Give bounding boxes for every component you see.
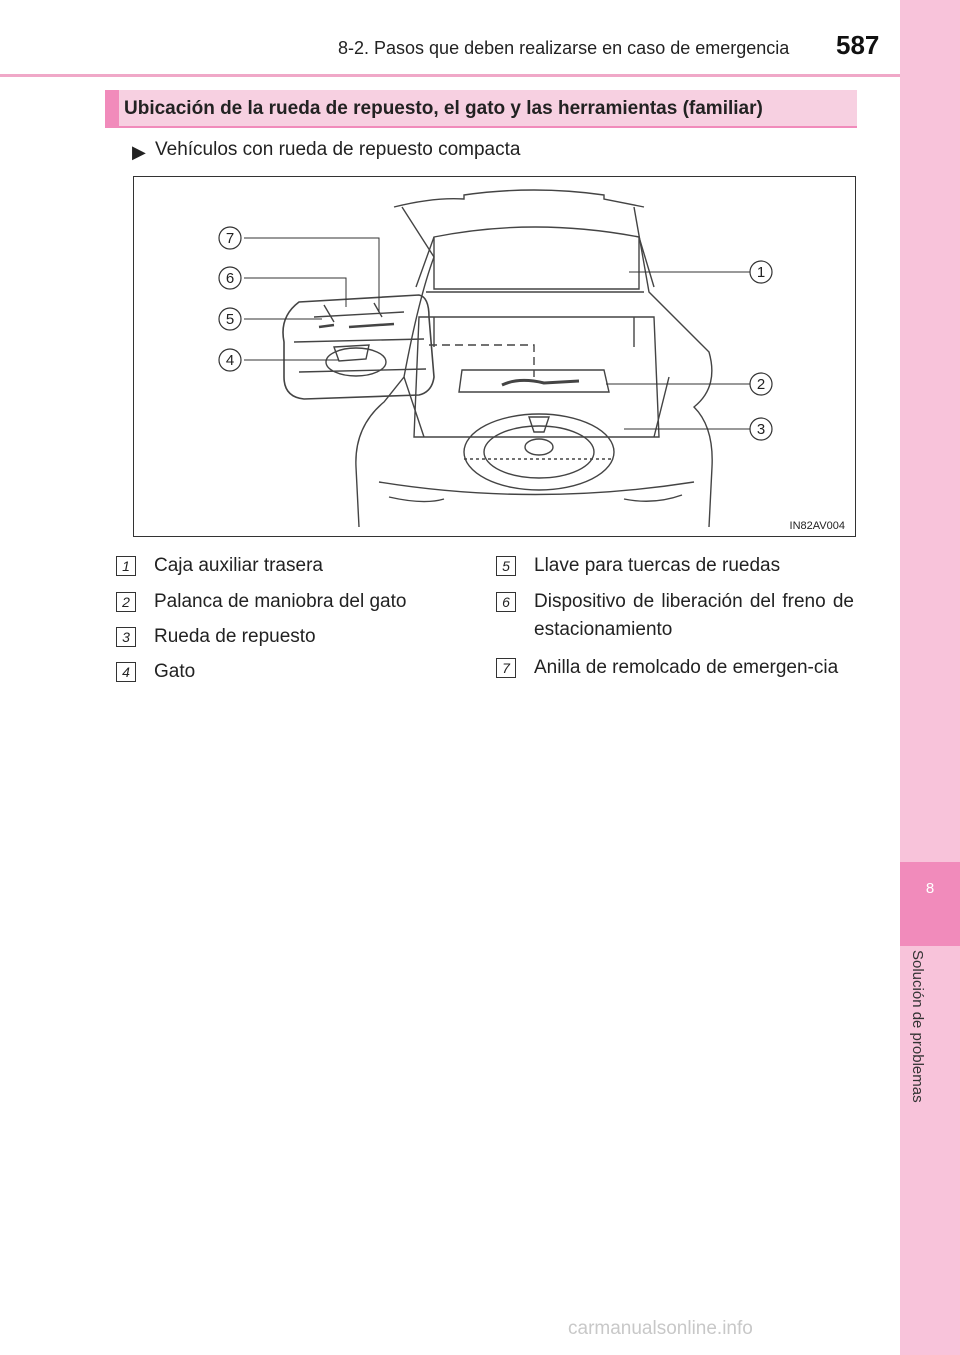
trunk-illustration	[133, 176, 856, 537]
legend-badge-4: 4	[116, 662, 136, 682]
car-right-outline	[634, 207, 712, 527]
chapter-number: 8	[925, 880, 935, 897]
callout-5: 5	[225, 311, 235, 328]
legend-badge-1: 1	[116, 556, 136, 576]
jack	[334, 345, 369, 361]
callout-6: 6	[225, 270, 235, 287]
callout-3: 3	[756, 421, 766, 438]
roof-line	[394, 190, 644, 207]
figure-code: IN82AV004	[789, 520, 845, 532]
leader-6	[244, 278, 346, 307]
section-title: Ubicación de la rueda de repuesto, el gato y las herramientas (familiar)	[124, 98, 763, 119]
legend-label-2: Palanca de maniobra del gato	[154, 591, 407, 612]
legend-badge-5: 5	[496, 556, 516, 576]
trunk-floor	[414, 317, 659, 437]
legend-label-3: Rueda de repuesto	[154, 626, 316, 647]
page-number: 587	[836, 30, 880, 60]
guide-dashed-line	[429, 345, 534, 377]
legend-badge-6: 6	[496, 592, 516, 612]
car-left-outline	[356, 207, 434, 527]
chapter-title-text: Solución de problemas	[909, 950, 926, 1103]
legend-badge-7: 7	[496, 658, 516, 678]
callout-2: 2	[756, 376, 766, 393]
spare-wheel-hub	[525, 439, 553, 455]
jack-handle	[502, 380, 579, 385]
tonneau-cover	[434, 237, 639, 289]
triangle-bullet-icon: ▶	[132, 142, 146, 162]
running-header: 8-2. Pasos que deben realizarse en caso de emergencia	[338, 38, 790, 58]
auxiliary-box	[283, 295, 434, 399]
legend-label-7: Anilla de remolcado de emergen-cia	[534, 657, 839, 678]
header-rule	[0, 74, 900, 77]
legend-label-4: Gato	[154, 661, 196, 682]
watermark-text: carmanualsonline.info	[568, 1318, 753, 1339]
chapter-side-tab	[900, 0, 960, 1355]
chapter-title-vertical	[906, 950, 926, 1150]
callout-1: 1	[756, 264, 766, 281]
legend-badge-3: 3	[116, 627, 136, 647]
callout-4: 4	[225, 352, 235, 369]
trunk-drawing	[134, 177, 855, 536]
callout-7: 7	[225, 230, 235, 247]
chapter-number-box	[900, 862, 960, 946]
legend-label-5: Llave para tuercas de ruedas	[534, 555, 781, 576]
tonneau-cover-top	[416, 227, 654, 287]
legend-badge-2: 2	[116, 592, 136, 612]
section-heading-rule	[105, 126, 857, 128]
bullet-text: Vehículos con rueda de repuesto compacta	[155, 139, 521, 160]
legend-label-6: Dispositivo de liberación del freno de estacionamiento	[534, 591, 854, 640]
legend-label-1: Caja auxiliar trasera	[154, 555, 323, 576]
